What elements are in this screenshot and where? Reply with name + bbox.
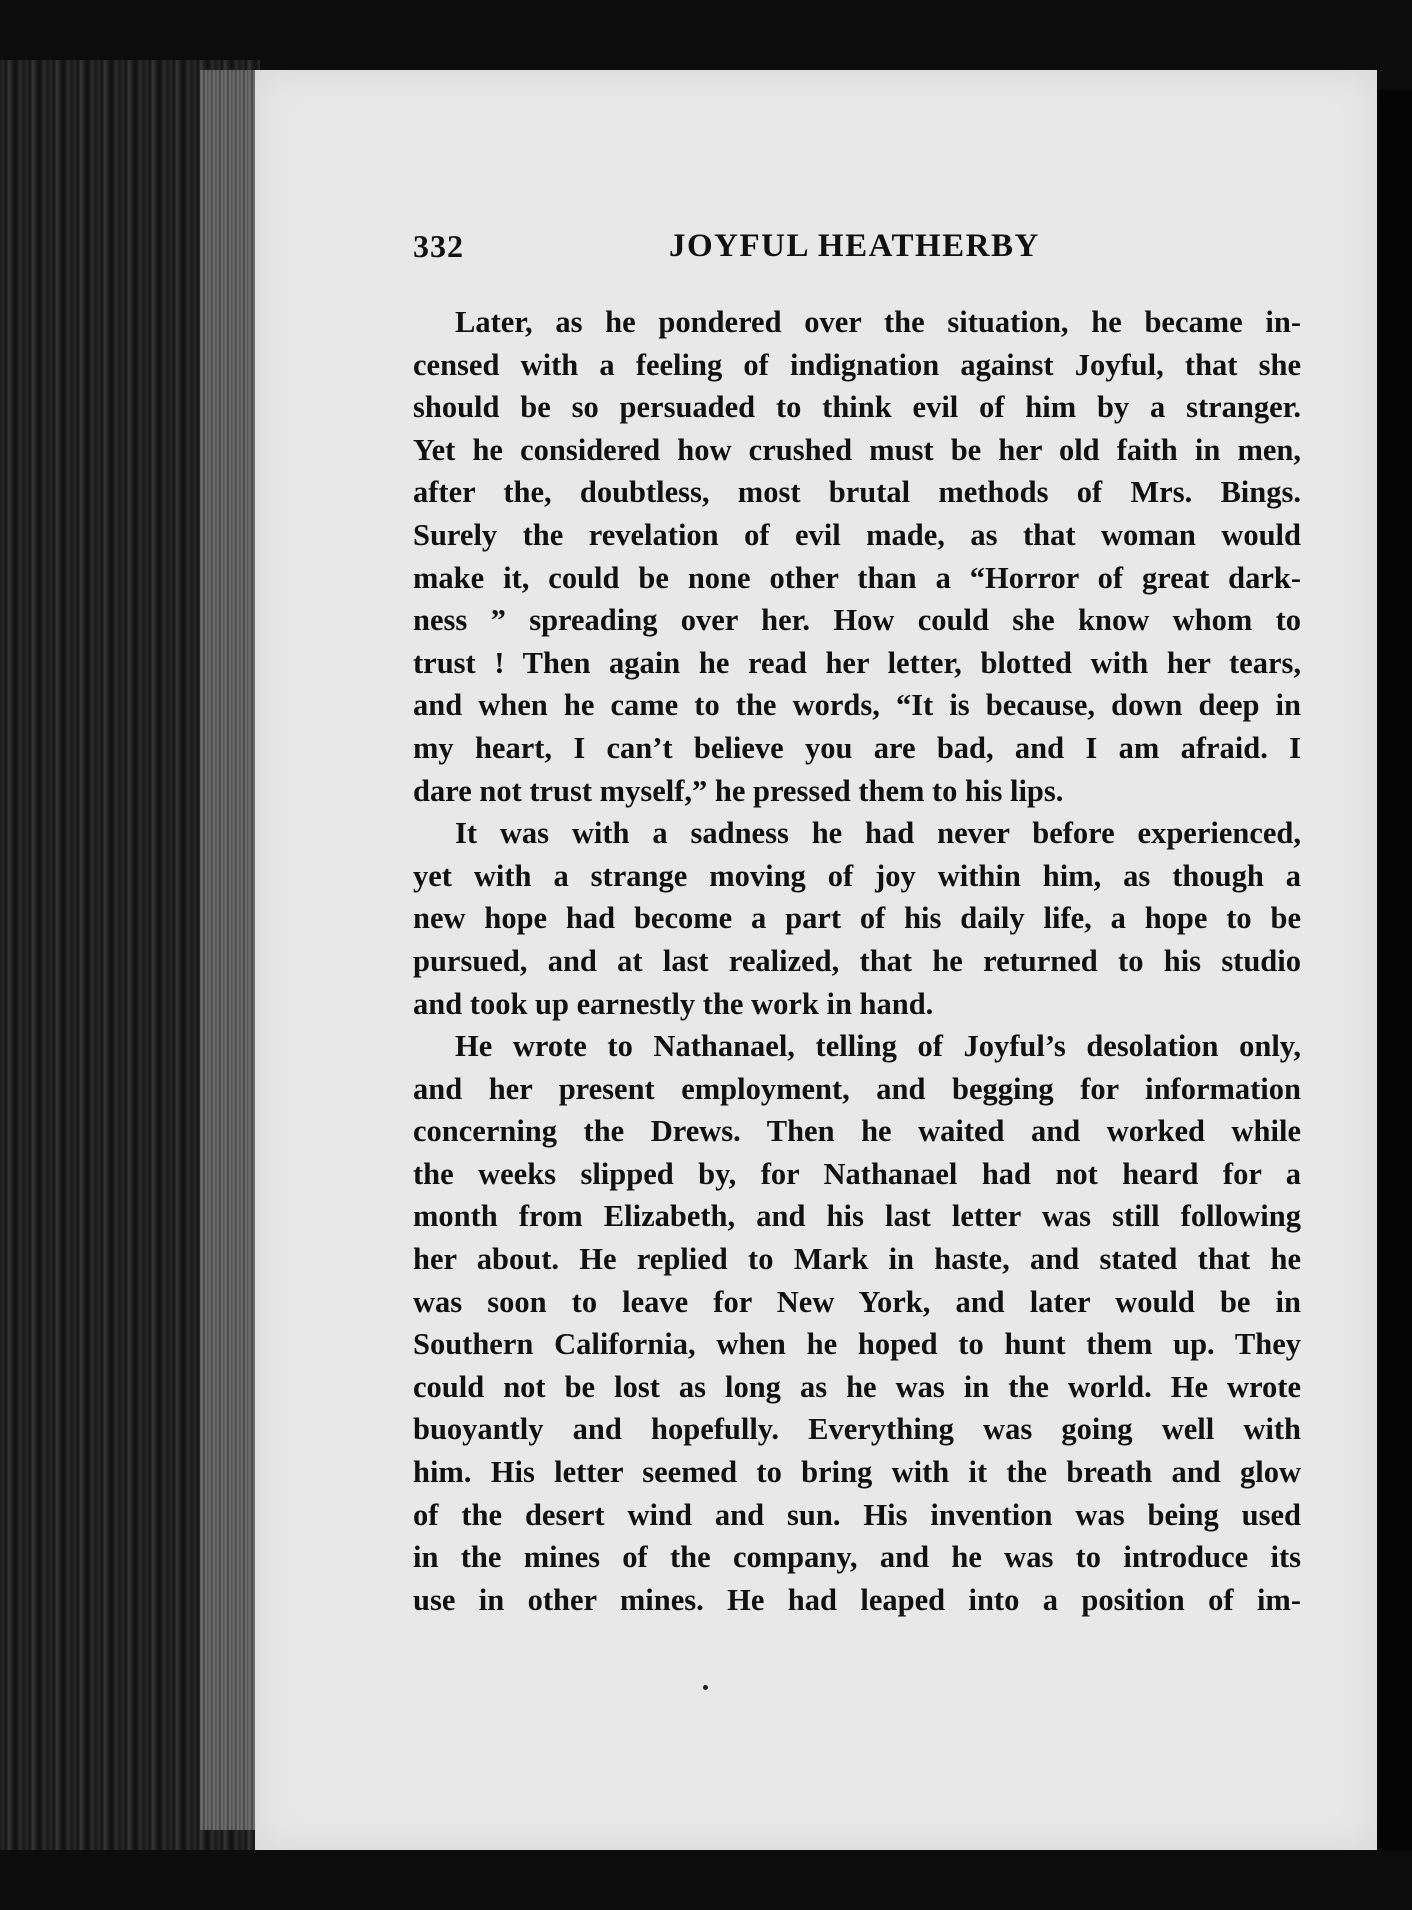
text-line: after the, doubtless, most brutal methods of Mrs. Bings. — [413, 475, 1301, 510]
text-line: could not be lost as long as he was in the world. He wrote — [413, 1369, 1301, 1404]
text-line: and when he came to the words, “It is because, down deep in — [413, 688, 1301, 723]
paragraph — [413, 812, 1301, 1025]
text-line: new hope had become a part of his daily life, a hope to be — [413, 901, 1301, 936]
running-title: JOYFUL HEATHERBY — [669, 228, 1040, 264]
text-line: It was with a sadness he had never before experienced, — [455, 816, 1301, 851]
text-line: pursued, and at last realized, that he returned to his studio — [413, 943, 1301, 978]
paragraph — [413, 1025, 1301, 1621]
text-line: Yet he considered how crushed must be her old faith in men, — [413, 432, 1301, 467]
text-line: in the mines of the company, and he was to introduce its — [413, 1540, 1301, 1575]
text-line: concerning the Drews. Then he waited and worked while — [413, 1114, 1301, 1149]
text-line: him. His letter seemed to bring with it the breath and glow — [413, 1455, 1301, 1490]
text-line: use in other mines. He had leaped into a position of im- — [413, 1582, 1301, 1617]
text-line: Surely the revelation of evil made, as that woman would — [413, 517, 1301, 552]
paragraph — [413, 301, 1301, 812]
page-header — [413, 228, 1253, 268]
text-line: trust ! Then again he read her letter, blotted with her tears, — [413, 645, 1301, 680]
text-line: month from Elizabeth, and his last letter was still following — [413, 1199, 1301, 1234]
body-text — [413, 301, 1301, 1621]
text-line: make it, could be none other than a “Horror of great dark- — [413, 560, 1301, 595]
text-line: the weeks slipped by, for Nathanael had not heard for a — [413, 1156, 1301, 1191]
text-line: my heart, I can’t believe you are bad, and I am afraid. I — [413, 730, 1301, 765]
text-line: ness ” spreading over her. How could she know whom to — [413, 603, 1301, 638]
page-number: 332 — [413, 228, 464, 264]
scan-speck — [703, 1685, 708, 1690]
text-line: and her present employment, and begging for information — [413, 1071, 1301, 1106]
text-line: Southern California, when he hoped to hunt them up. They — [413, 1327, 1301, 1362]
text-line: of the desert wind and sun. His invention was being used — [413, 1497, 1301, 1532]
text-line: yet with a strange moving of joy within him, as though a — [413, 858, 1301, 893]
text-line: was soon to leave for New York, and later would be in — [413, 1284, 1301, 1319]
book-gutter — [200, 70, 260, 1830]
text-line: Later, as he pondered over the situation, he became in- — [455, 305, 1301, 339]
text-line: her about. He replied to Mark in haste, and stated that he — [413, 1242, 1301, 1277]
text-line: censed with a feeling of indignation against Joyful, that she — [413, 347, 1301, 382]
text-line: should be so persuaded to think evil of him by a stranger. — [413, 390, 1301, 425]
scan-right-edge — [1377, 90, 1412, 1850]
text-line: buoyantly and hopefully. Everything was going well with — [413, 1412, 1301, 1447]
text-line: dare not trust myself,” he pressed them to his lips. — [413, 773, 1064, 808]
text-line: He wrote to Nathanael, telling of Joyful’s desolation only, — [455, 1029, 1301, 1064]
text-line: and took up earnestly the work in hand. — [413, 986, 934, 1021]
